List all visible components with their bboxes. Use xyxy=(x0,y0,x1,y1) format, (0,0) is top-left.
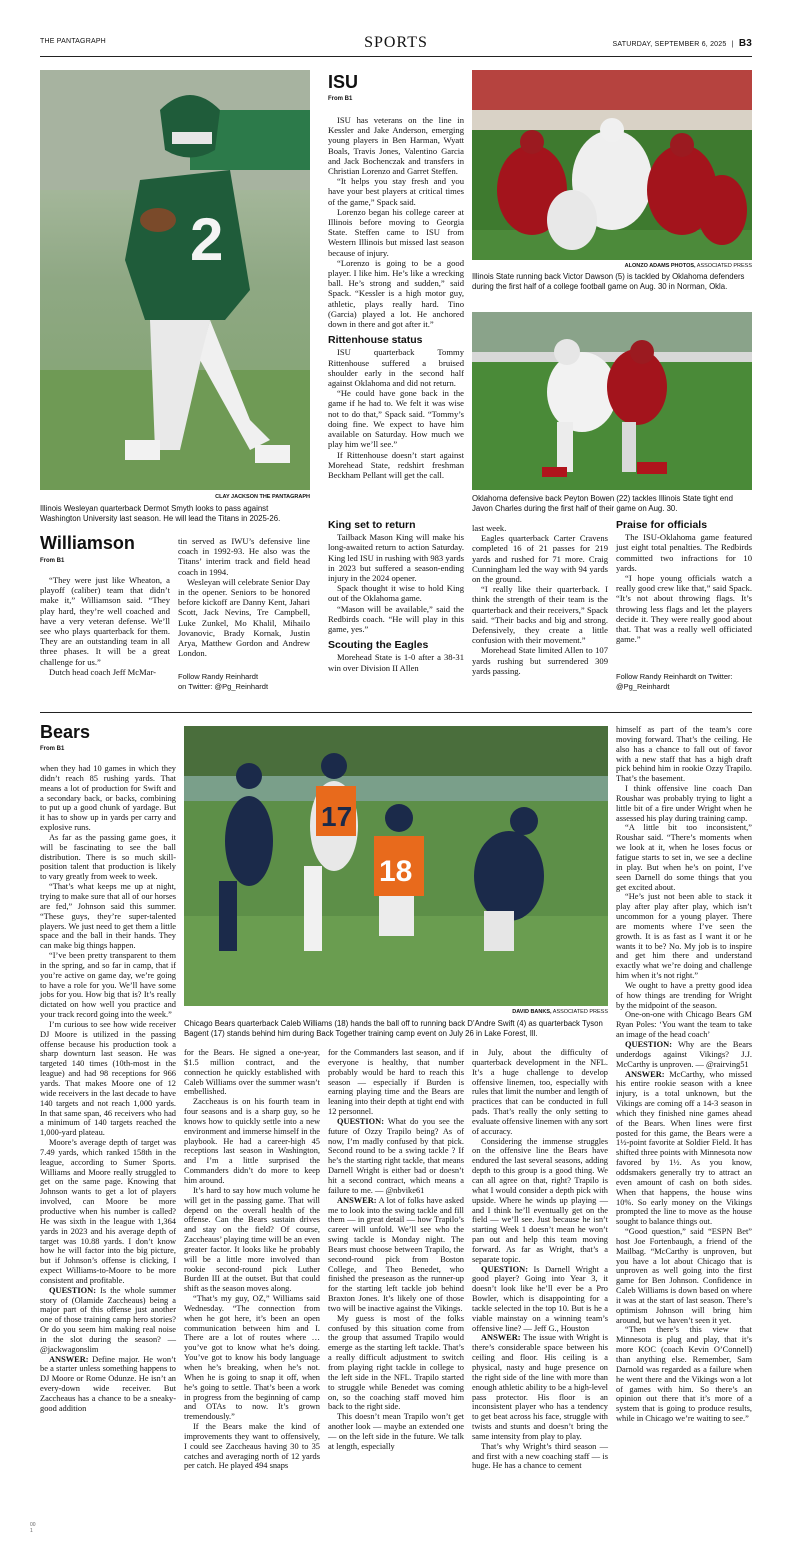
photo1-credit: CLAY JACKSON THE PANTAGRAPH xyxy=(215,494,310,500)
bears-col2 xyxy=(184,1048,320,1471)
photo-isu-oklahoma-bowen-image xyxy=(472,312,752,490)
paragraph: Morehead State is 1-0 after a 38-31 win over Division II Allen xyxy=(328,652,464,673)
bears-photo-caption: Chicago Bears quarterback Caleb Williams (18) hands the ball off to running back D’Andre Swift (4) as quarterback Tyson Bagent (17) stands behind him during Back Together training camp event on July 26 in Lake Forest, Ill. xyxy=(184,1019,603,1038)
bears-photo-credit-agency: ASSOCIATED PRESS xyxy=(551,1009,608,1015)
bears-headline: Bears xyxy=(40,722,91,742)
bears-col1 xyxy=(40,764,176,1414)
isu-col4 xyxy=(616,520,752,644)
paragraph: Eagles quarterback Carter Cravens completed 16 of 21 passes for 219 yards and rushed for 71 more. Craig Cunningham led the way with 94 yards on the ground. xyxy=(472,533,608,585)
section-title: SPORTS xyxy=(364,34,428,51)
paragraph: “Mason will be available,” said the Redbirds coach. “He will play in this game, yes.” xyxy=(328,603,464,635)
paragraph: Tailback Mason King will make his long-awaited return to action Saturday. King led ISU in rushing with 983 yards in 2023 but suffered a season-ending injury in the 2024 opener. xyxy=(328,532,464,584)
paragraph: when they had 10 games in which they didn’t reach 85 rushing yards. That means a lot of production for Swift and a secondary back, or backs, combining to put up a good chunk of yardage. But it has to show up in yards per carry and explosive runs. xyxy=(40,764,176,833)
paragraph: QUESTION: Is the whole summer story of (Olamide Zaccheaus) being a major part of this offense just another one of those training camp hero stories? Or do you seem him making real noise in the slot during the season? — @jackwagonslim xyxy=(40,1285,176,1354)
paragraph: The ISU-Oklahoma game featured just eight total penalties. The Redbirds committed two infractions for 10 yards. xyxy=(616,532,752,573)
subhead-praise: Praise for officials xyxy=(616,519,708,531)
williamson-col1 xyxy=(40,575,170,677)
bears-col5 xyxy=(616,725,752,1424)
paragraph: “They were just like Wheaton, a playoff (caliber) team that didn’t make it,” Williamson said. “They play hard, they’re well coached and have a very veteran defense. We’ll see who plays quarterback for them. They are an outstanding team in all three phases. It will be a great challenge for us.” xyxy=(40,575,170,667)
paragraph: My guess is most of the folks confused by this situation come from the group that assumed Trapilo would emerge as the starting left tackle. That’s a really difficult adjustment to switch from playing right tackle in college to the left side in the NFL. Trapilo started to struggle while Benedet was coming on, so the coaching staff moved him back to the right side. xyxy=(328,1313,464,1412)
paragraph: for the Commanders last season, and if everyone is healthy, that number probably would be hard to reach this season — especially if Burden is earning playing time and the Bears are leaning into their depth at tight end with 12 personnel. xyxy=(328,1048,464,1117)
paragraph: for the Bears. He signed a one-year, $1.5 million contract, and the connection he quickly established with Caleb Williams over the summer wasn’t embellished. xyxy=(184,1048,320,1097)
paragraph: Considering the immense struggles on the offensive line the Bears have endured the last several seasons, adding depth to this group is a good thing. We can all agree on that, right? Trapilo is what I would consider a depth pick with upside. Where he winds up playing — and I think he’ll eventually get on the field — we’ll see. Just because he isn’t starting Week 1 doesn’t mean he won’t pan out and help this team moving forward. As far as Wright, that’s a separate topic. xyxy=(472,1136,608,1264)
paragraph: Spack thought it wise to hold King out of the Oklahoma game. xyxy=(328,583,464,604)
paragraph: “It helps you stay fresh and you have your best players at critical times of the game,” Spack said. xyxy=(328,176,464,207)
williamson-follow xyxy=(178,672,310,691)
follow-line: on Twitter: @Pg_Reinhardt xyxy=(178,681,269,691)
paragraph: “Lorenzo is going to be a good player. I like him. He’s like a wrecking ball. He’s strong and sudden,” said Spack. “Kessler is a high motor guy, athletic, plays really hard. Tino (Garcia) played a lot. He anchored down in there and got after it.” xyxy=(328,257,464,330)
paragraph: QUESTION: Is Darnell Wright a good player? Going into Year 3, it doesn’t look like he’ll ever be a Pro Bowler, which is disappointing for a tackle selected in the top 10. But is he a viable mainstay on a winning team’s offensive line? — Jeff G., Houston xyxy=(472,1264,608,1333)
paragraph: Moore’s average depth of target was 7.49 yards, which ranked 158th in the league, according to Sumer Sports. Williams and Moore really struggled to get on the same page. Knowing that Johnson wants to get a lot of players involved, can Moore be more productive when his number is called? He was sixth in the league with 1,364 yards in 2023 and his average depth of target was 10.88 yards. I don’t know how he will factor into the big picture, but if Johnson’s offense is clicking, I expect Williams-to-Moore to be more consistent and profitable. xyxy=(40,1138,176,1285)
paragraph: “I’ve been pretty transparent to them in the spring, and so far in camp, that if you’re active on game day, we’re going to have a role for you. We’ll have some jobs for you. How big that is? It’s really dictated on how well you practice and your track record going into the week.” xyxy=(40,951,176,1020)
photo-isu-oklahoma-bowen xyxy=(472,312,752,490)
subhead-rittenhouse: Rittenhouse status xyxy=(328,334,423,347)
isu-col2 xyxy=(328,520,464,673)
paragraph: last week. xyxy=(472,523,507,533)
follow-line: Follow Randy Reinhardt on Twitter: xyxy=(616,672,733,681)
photo-isu-oklahoma-tackle-image xyxy=(472,70,752,260)
paragraph: That’s why Wright’s third season — and first with a new coaching staff — is huge. He has a chance to cement xyxy=(472,1441,608,1471)
paragraph: “Good question,” said “ESPN Bet” host Joe Fortenbaugh, a friend of the Mailbag. “McCarthy is unproven, but you have a lot about Chicago that is unproven as well going into the first game for Ben Johnson. Confidence in Caleb Williams is down based on where it was at the start of last season. There’s optimism Johnson will bring him around, but we haven’t seen it yet. xyxy=(616,1227,752,1325)
paragraph: One-on-one with Chicago Bears GM Ryan Poles: ‘You want the team to take an image of the head coach’ xyxy=(616,1010,752,1040)
paragraph: “I really like their quarterback. I think the strength of their team is the quarterback and their receivers,” Spack said. “Their backs and big and strong. Defensively, they create a little confusion with their movement.” xyxy=(472,584,608,646)
page-number: B3 xyxy=(738,38,752,49)
bears-photo-credit-name: DAVID BANKS, xyxy=(512,1009,552,1015)
bears-from: From B1 xyxy=(40,746,65,752)
isu-from: From B1 xyxy=(328,96,353,102)
date-line: SATURDAY, SEPTEMBER 6, 2025 | B3 xyxy=(612,38,752,49)
paragraph: “I hope young officials watch a really good crew like that,” said Spack. “It’s not about throwing flags. It’s throwing less flags and let the players decide it. They were really good about that. That was a really well officiated game.” xyxy=(616,573,752,645)
paragraph: “Then there’s this view that Minnesota is plug and play, that it’s more KOC (coach Kevin O’Connell) than anything else. Remember, Sam Darnold was regarded as a failure when he went there and the Vikings won a lot of games with him. So there’s an opinion out there that it’s more of a system that is going to produce results, while in Chicago we’re waiting to see.” xyxy=(616,1325,752,1424)
svg-text:17: 17 xyxy=(321,801,353,832)
paragraph: himself as part of the team’s core moving forward. That’s the ceiling. He also has a chance to fall out of favor with a new staff that has a high draft pick behind him in rookie Ozzy Trapilo. That’s the basement. xyxy=(616,725,752,784)
photo-bears-camp-image xyxy=(184,726,608,1006)
photo-iwu-quarterback-image xyxy=(40,70,310,490)
paragraph: QUESTION: Why are the Bears underdogs against Vikings? J.J. McCarthy is unproven. — @rairving51 xyxy=(616,1040,752,1069)
paragraph: ISU has veterans on the line in Kessler and Jake Anderson, emerging young players in Ben Harman, Wyatt Boals, Travis Jones, Valentino Garcia and Jack Bochenczak and transfers in Christian Lorenzo and Garret Steffen. xyxy=(328,115,464,177)
paragraph: Wesleyan will celebrate Senior Day in the opener. Seniors to be honored before kickoff are Danny Kent, Jahari Scott, Jack Nevins, Tre Campbell, Luke Zunkel, Mo Khalil, Mihailo Jovanovic, Brady Kornak, Justin Arya, Matthew Gordon and Andrew London. xyxy=(178,576,310,659)
isu-col3 xyxy=(472,523,608,676)
date: SATURDAY, SEPTEMBER 6, 2025 xyxy=(612,41,727,48)
svg-text:18: 18 xyxy=(379,855,413,888)
photo-bears-camp xyxy=(184,726,608,1006)
subhead-king: King set to return xyxy=(328,519,416,531)
follow-line: Follow Randy Reinhardt xyxy=(178,672,259,681)
photo-isu-oklahoma-tackle xyxy=(472,70,752,260)
paragraph: tin served as IWU’s defensive line coach in 1992-93. He also was the Titans’ interim track and field head coach in 1994. xyxy=(178,536,310,577)
paragraph: Dutch head coach Jeff McMar- xyxy=(49,666,157,677)
paragraph: “He could have gone back in the game if he had to. We felt it was wise not to do that,” Spack said. “Tommy’s doing fine. We expect to have him available on Saturday. How much we play him we’ll see.” xyxy=(328,388,464,450)
photo2-caption: Illinois State running back Victor Dawson (5) is tackled by Oklahoma defenders during the first half of a college football game on Aug. 30 in Norman, Okla. xyxy=(472,272,745,291)
paragraph: “That’s my guy, OZ,” Williams said Wednesday. “The connection from when he got here, it’s been an open communication between him and I. There are a lot of routes where … you’ve got to know what he’s doing. You’ve got to know his body language when he’s breaking, when he’s not. When he is going to snap it off, when he’s going to settle. That’s been a work in progress from the beginning of camp and OTAs to now. It’s grown tremendously.” xyxy=(184,1294,320,1422)
paragraph: If Rittenhouse doesn’t start against Morehead State, redshirt freshman Beckham Pellant will get the call. xyxy=(328,449,464,480)
photo1-caption: Illinois Wesleyan quarterback Dermot Smyth looks to pass against Washington University last season. He will lead the Titans in 2025-26. xyxy=(40,504,281,523)
paragraph: I’m curious to see how wide receiver DJ Moore is utilized in the passing offense because his production took a sharp downturn last season. He was targeted 140 times (10th-most in the league) and had 98 receptions for 966 yards. That makes Moore one of 12 wide receivers in the last decade to have 140 targets and not reach 1,000 yards. In that same span, 46 receivers who had a minimum of 140 targets reached the 1,000-yard plateau. xyxy=(40,1019,176,1138)
subhead-scouting: Scouting the Eagles xyxy=(328,639,429,652)
isu-col1 xyxy=(328,115,464,480)
isu-headline: ISU xyxy=(328,72,359,92)
folio-mark: 00 1 xyxy=(30,1522,36,1534)
williamson-col2 xyxy=(178,536,310,658)
paragraph: Lorenzo began his college career at Illinois before moving to Georgia State. Steffen came to ISU from Western Illinois but missed last season because of injury. xyxy=(328,206,464,258)
paragraph: “That’s what keeps me up at night, trying to make sure that all of our horses are fed,” Johnson said this summer. “These guys, they’re super-talented players. We just need to get them a little space and the ball in their hands. They can make big things happen. xyxy=(40,882,176,951)
paragraph: in July, about the difficulty of quarterback development in the NFL. It’s a huge challenge to develop offensive linemen, too, especially with rules that limit the number and length of practices that can be conducted in full pads. That’s really the only setting to evaluate offensive linemen with any sort of accuracy. xyxy=(472,1048,608,1136)
paragraph: ISU quarterback Tommy Rittenhouse suffered a bruised shoulder early in the second half against Oklahoma and did not return. xyxy=(328,347,464,389)
follow-line: @Pg_Reinhardt xyxy=(616,681,670,691)
bears-col4 xyxy=(472,1048,608,1471)
photo2-credit xyxy=(472,263,752,269)
svg-text:2: 2 xyxy=(190,206,224,273)
paragraph: “He’s just not been able to stack it play after play after play, which isn’t uncommon for a young player. There are moments where I’ve seen the growth. It is as fast as I want it or he wants it to be? No. My job is to inspire and get him there and understand exactly what we’re doing and challenge him when it’s not right.” xyxy=(616,892,752,981)
paragraph: ANSWER: McCarthy, who missed his entire rookie season with a knee injury, is a total unknown, but the Vikings are coming off a 14-3 season in which they finished nine games ahead of the Bears. When lines were first posted for this game, the Bears were a 1½-point favorite at Soldier Field. It has shifted three points with Minnesota now favored by 1½. As you know, oddsmakers generally try to attract an even amount of cash on both sides. When that happens, the house wins 10%. So early money on the Vikings prompted the line to move as the house sought to balance things out. xyxy=(616,1069,752,1227)
paragraph: ANSWER: The issue with Wright is there’s considerable space between his ceiling and floor. His ceiling is a physical, nasty and huge presence on the right side of the line with more than enough athletic ability to be a high-level pass protector. His floor is an inconsistent player who has a tendency to get beat across his face, struggle with twists and stunts and doesn’t bring the same intensity from play to play. xyxy=(472,1333,608,1441)
paragraph: I think offensive line coach Dan Roushar was probably trying to light a little bit of a fire under Wright when he assessed his play during training camp. xyxy=(616,784,752,823)
paragraph: We ought to have a pretty good idea of how things are trending for Wright by the midpoint of the season. xyxy=(616,980,752,1010)
bears-photo-credit xyxy=(184,1009,608,1015)
photo2-credit-agency: ASSOCIATED PRESS xyxy=(695,263,752,269)
paragraph: Morehead State limited Allen to 107 yards rushing but surrendered 309 yards passing. xyxy=(472,645,608,676)
photo-iwu-quarterback xyxy=(40,70,310,490)
paragraph: ANSWER: Define major. He won’t be a starter unless something happens to DJ Moore or Rome Odunze. He isn’t an every-down wide receiver. But Zaccheaus has a chance to be a sneaky-good addition xyxy=(40,1354,176,1413)
bears-col3 xyxy=(328,1048,464,1452)
williamson-from: From B1 xyxy=(40,558,65,564)
paragraph: Zaccheaus is on his fourth team in four seasons and is a sharp guy, so he knows how to quickly settle into a new environment and immerse himself in the playbook. He had a career-high 45 receptions last season in Washington, and I’m a little surprised the Commanders didn’t do more to keep him around. xyxy=(184,1097,320,1185)
paragraph: As far as the passing game goes, it will be fascinating to see the ball distribution. There is so much skill-position talent that production is likely to vary greatly from week to week. xyxy=(40,832,176,882)
paragraph: ANSWER: A lot of folks have asked me to look into the swing tackle and fill them — in great detail — how Trapilo’s career will unfold. We’ll see who the swing tackle is Monday night. The Bears must choose between Trapilo, the second-round pick from Boston College, and Theo Benedet, who finished the preseason as the runner-up for the starting left tackle job behind Braxton Jones. It’s likely one of those two will be inactive against the Vikings. xyxy=(328,1195,464,1313)
photo3-caption: Oklahoma defensive back Peyton Bowen (22) tackles Illinois State tight end Javon Charles during the first half of their game on Aug. 30. xyxy=(472,494,733,513)
photo2-credit-name: ALONZO ADAMS PHOTOS, xyxy=(624,263,696,269)
paragraph: It’s hard to say how much volume he will get in the passing game. That will depend on the overall health of the offense. Can the Bears sustain drives and stay on the field? Of course, Zaccheaus’ playing time will be an even greater factor. It looks like he probably will be a little more involved than rookie second-round pick Luther Burden III at the outset. But that could shift as the season moves along. xyxy=(184,1185,320,1294)
paragraph: This doesn’t mean Trapilo won’t get another look — maybe an extended one — on the left side in the future. We talk at length, especially xyxy=(328,1412,464,1451)
paragraph: “A little bit too inconsistent,” Roushar said. “There’s moments when we look at it, when he loses focus or fatigue starts to set in, we see a decline in play. But when he’s on point, I’ve seen Darnell do some things that you get excited about. xyxy=(616,823,752,892)
paragraph: QUESTION: What do you see the future of Ozzy Trapilo being? As of now, I’m madly confused by that pick. Second round to be a swing tackle ? If he’s the starting right tackle, that means Darnell Wright is either bad or doesn’t hit a second contract, which means a failure to me. — @nbvike61 xyxy=(328,1116,464,1195)
paper-name: THE PANTAGRAPH xyxy=(40,38,106,45)
williamson-headline: Williamson xyxy=(40,533,135,553)
isu-follow xyxy=(616,672,752,691)
paragraph: If the Bears make the kind of improvements they want to offensively, I could see Zaccheaus having 30 to 35 catches and averaging north of 12 yards per catch. He played 494 snaps xyxy=(184,1422,320,1471)
